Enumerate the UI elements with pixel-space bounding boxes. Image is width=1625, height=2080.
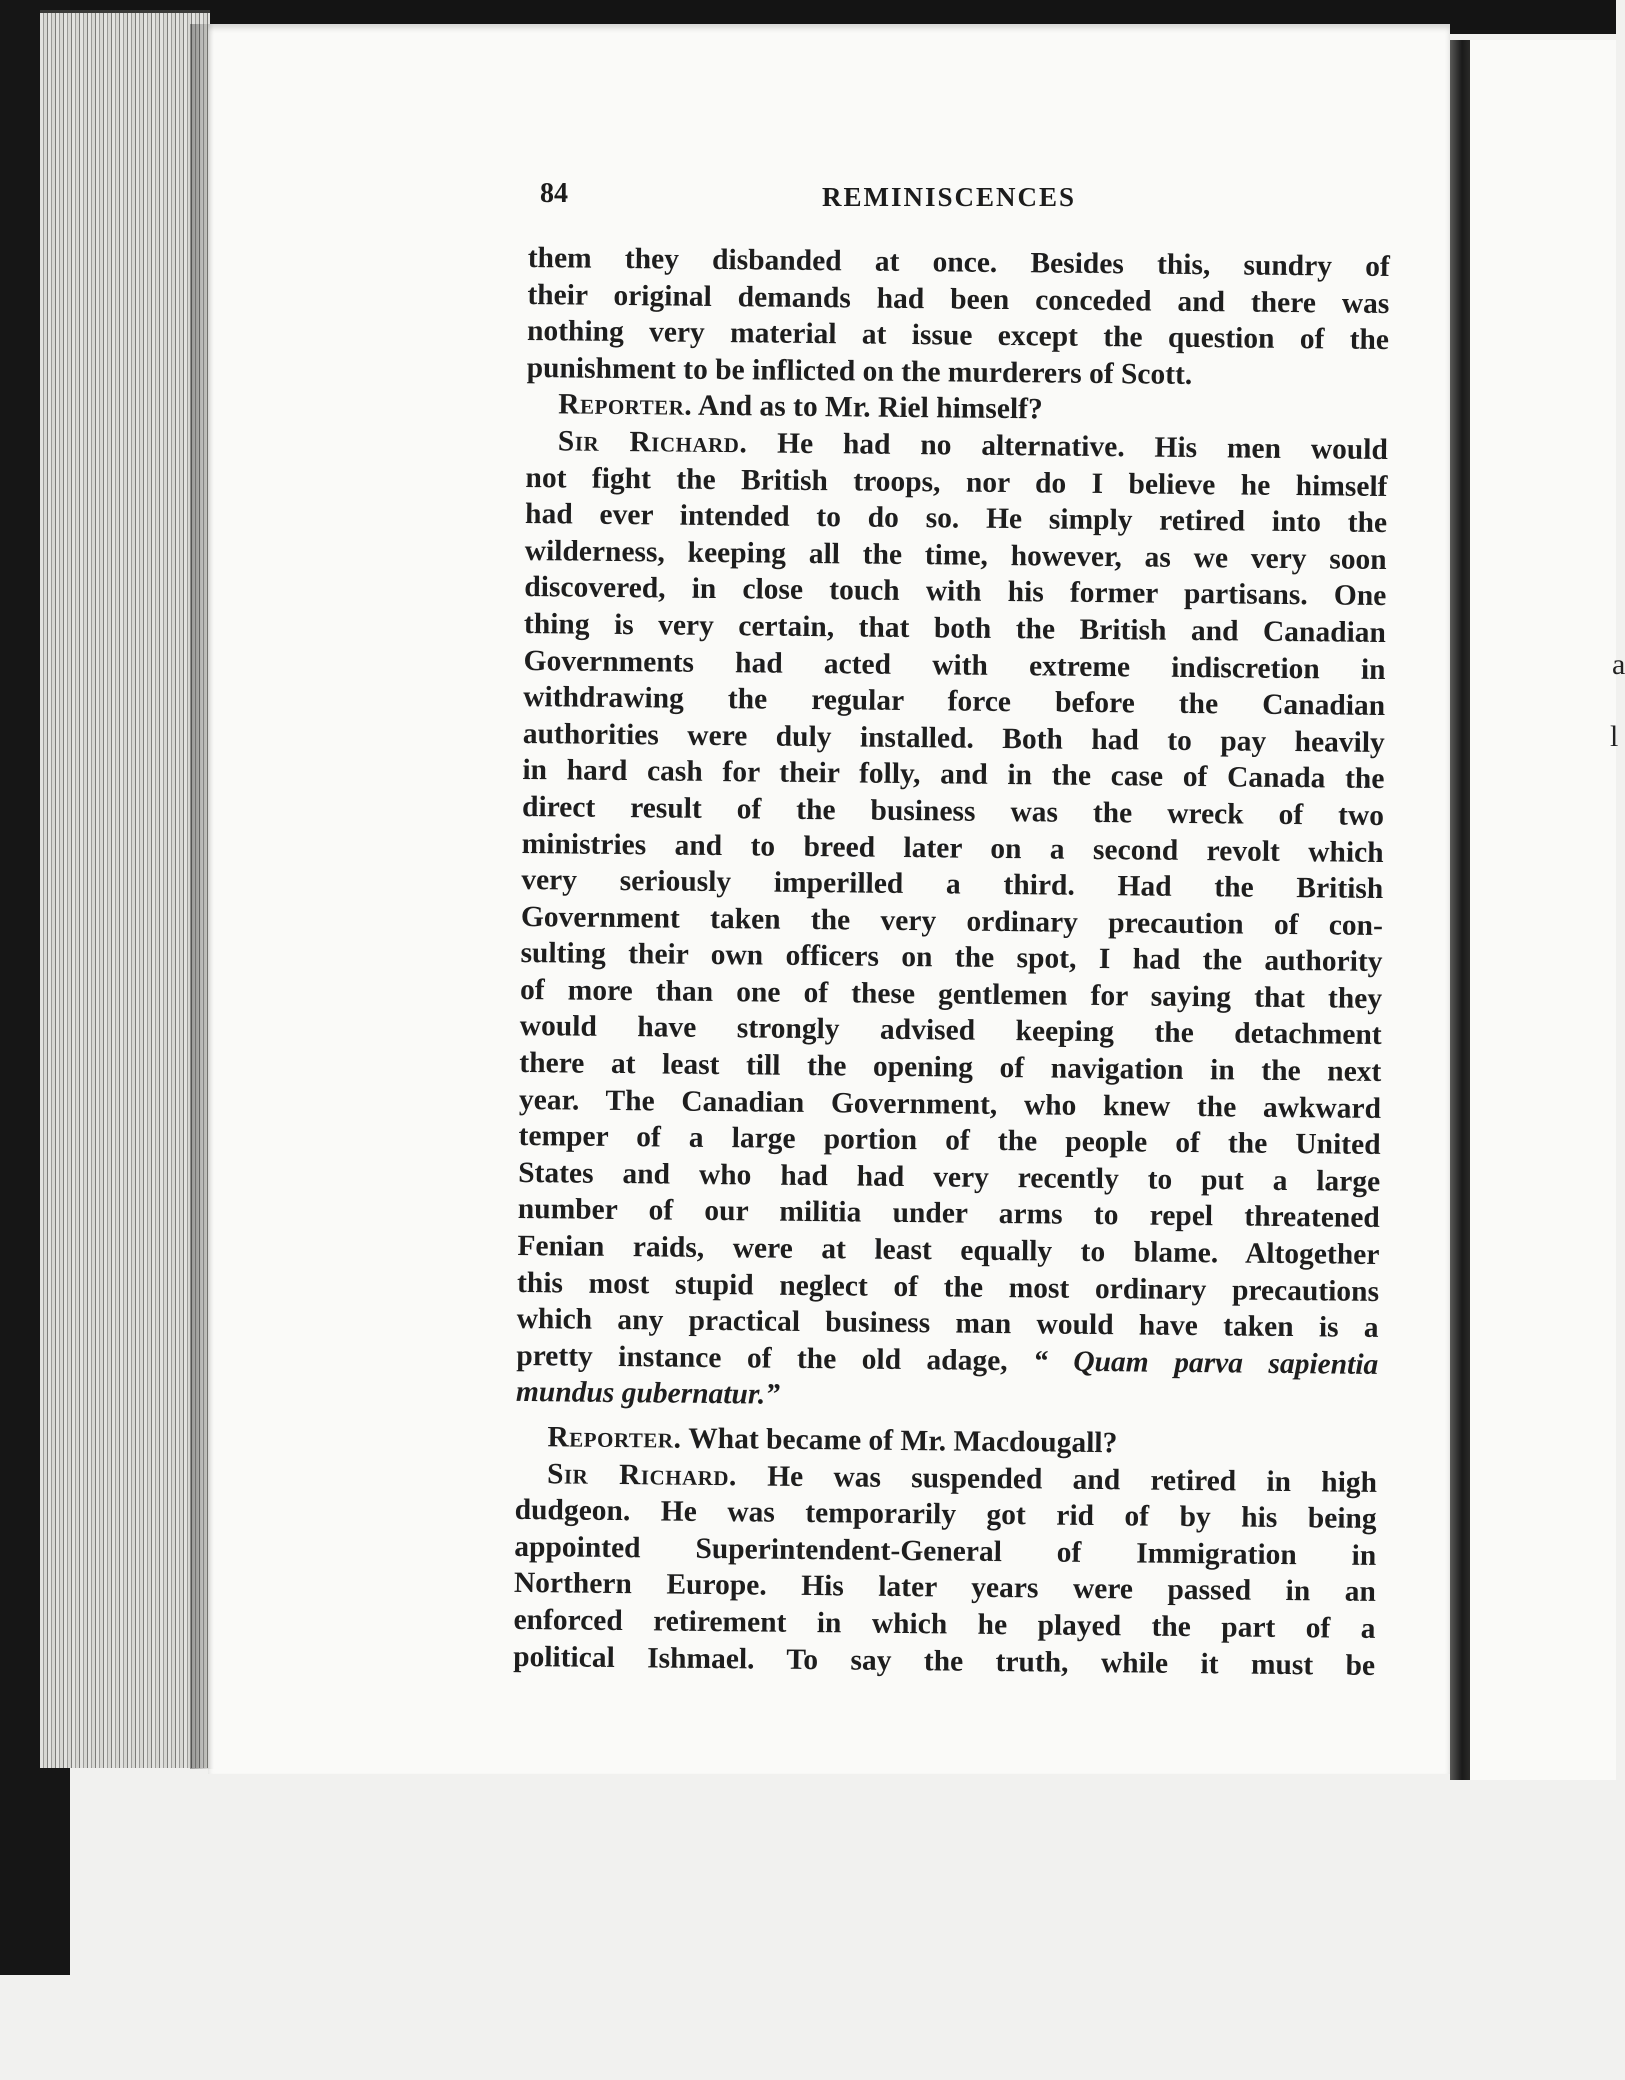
book-binding xyxy=(1450,40,1470,1780)
line-text: He had no alternative. His men would xyxy=(776,427,1389,466)
line-text: Government taken the very ordinary precaution of con- xyxy=(520,900,1384,942)
line-text: ministries and to breed later on a second revolt which xyxy=(521,827,1384,869)
speaker-name: Reporter. xyxy=(558,388,693,423)
facing-page xyxy=(1470,40,1625,1780)
line-text: of more than one of these gentlemen for saying that they xyxy=(519,973,1383,1015)
line-text: appointed Superintendent-General of Immigration in xyxy=(514,1530,1377,1572)
line-text: in hard cash for their folly, and in the case of Canada the xyxy=(522,754,1385,796)
line-text: withdrawing the regular force before the Canadian xyxy=(523,681,1386,723)
line-text: which any practical business man would have taken is a xyxy=(516,1303,1379,1345)
line-text: punishment to be inflicted on the murderers of Scott. xyxy=(526,351,1193,391)
line-text: year. The Canadian Government, who knew the awkward xyxy=(518,1083,1382,1125)
speaker-name: Sir Richard. xyxy=(557,425,748,460)
line-text: nothing very material at issue except the question of the xyxy=(526,315,1390,357)
line-text: sulting their own officers on the spot, I had the authority xyxy=(520,937,1383,979)
line-text: enforced retirement in which he played the part of a xyxy=(513,1603,1376,1645)
page-number: 84 xyxy=(540,178,568,209)
speaker-name: Sir Richard. xyxy=(546,1457,738,1492)
facing-page-fragment: l xyxy=(1610,720,1619,753)
line-text: Fenian raids, were at least equally to blame. Altogether xyxy=(517,1229,1380,1272)
line-text: And as to Mr. Riel himself? xyxy=(697,390,1043,426)
page-edges-stack xyxy=(40,10,210,1768)
line-text: States and who had had very recently to put a large xyxy=(518,1156,1381,1198)
line-text: number of our militia under arms to repel threatened xyxy=(517,1193,1380,1235)
page-gutter-shadow xyxy=(190,24,214,1769)
line-text: Northern Europe. His later years were passed in an xyxy=(513,1567,1377,1609)
body-text xyxy=(513,240,1390,1684)
line-text: not fight the British troops, nor do I believe he himself xyxy=(525,461,1388,503)
facing-page-fragment: a xyxy=(1612,648,1625,681)
line-text: direct result of the business was the wreck of two xyxy=(521,790,1385,832)
line-text: this most stupid neglect of the most ordinary precautions xyxy=(516,1266,1380,1308)
line-text: would have strongly advised keeping the detachment xyxy=(519,1010,1382,1052)
line-text: wilderness, keeping all the time, however, as we very soon xyxy=(524,534,1387,576)
line-text: pretty instance of the old adage, xyxy=(516,1339,1008,1377)
line-text: Governments had acted with extreme indiscretion in xyxy=(523,644,1386,686)
latin-quotation: mundus gubernatur.” xyxy=(515,1376,781,1412)
line-text: their original demands had been conceded and there was xyxy=(527,278,1390,320)
line-text: there at least till the opening of navigation in the next xyxy=(519,1047,1382,1089)
line-text: discovered, in close touch with his former partisans. One xyxy=(524,571,1387,613)
running-head-title: REMINISCENCES xyxy=(822,182,1077,212)
line-text: He was suspended and retired in high xyxy=(766,1460,1378,1499)
line-text: temper of a large portion of the people of the United xyxy=(518,1120,1381,1162)
line-text: very seriously imperilled a third. Had the British xyxy=(521,864,1384,906)
running-head xyxy=(540,178,1120,214)
line-text: them they disbanded at once. Besides this, sundry of xyxy=(527,241,1390,284)
speaker-name: Reporter. xyxy=(547,1421,682,1455)
line-text: had ever intended to do so. He simply retired into the xyxy=(524,498,1388,540)
line-text: political Ishmael. To say the truth, while it must be xyxy=(512,1640,1376,1682)
latin-quotation: “ Quam parva sapientia xyxy=(1032,1345,1379,1381)
scan-background-bottom xyxy=(0,1975,1616,2080)
line-text: What became of Mr. Macdougall? xyxy=(688,1422,1118,1460)
line-text: dudgeon. He was temporarily got rid of by his being xyxy=(514,1494,1377,1536)
line-text: authorities were duly installed. Both had to pay heavily xyxy=(522,717,1385,759)
line-text: thing is very certain, that both the British and Canadian xyxy=(523,607,1387,649)
